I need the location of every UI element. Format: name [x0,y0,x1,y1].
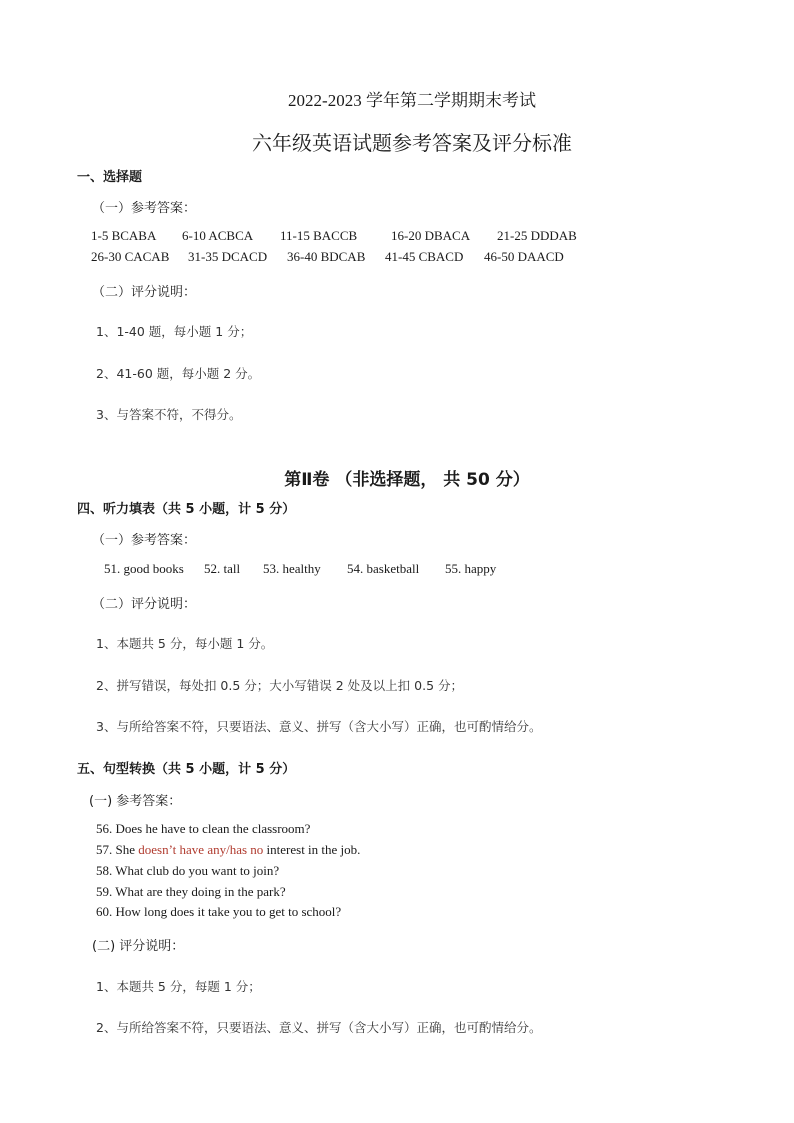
section-4-rule-1: 1、本题共 5 分，每小题 1 分。 [96,636,274,651]
section-5-rule-2: 2、与所给答案不符，只要语法、意义、拼写（含大小写）正确，也可酌情给分。 [96,1020,542,1035]
section-4-answers-label: （一）参考答案： [92,533,197,548]
answer-group: 26-30 CACAB [91,249,170,264]
answer-57-prefix: 57. She [96,842,139,857]
section-5-rule-1: 1、本题共 5 分，每题 1 分； [96,979,261,994]
answer-item: 51. good books [104,561,184,576]
section-1-rule-1: 1、1-40 题，每小题 1 分； [96,324,253,339]
answer-group: 6-10 ACBCA [182,228,254,243]
answer-60: 60. How long does it take you to get to school? [96,904,342,919]
section-1-heading: 一、选择题 [77,170,143,185]
part-2-heading: 第Ⅱ卷 （非选择题， 共 50 分） [284,470,530,490]
answer-group: 46-50 DAACD [484,249,564,264]
answer-group: 31-35 DCACD [188,249,268,264]
answer-59: 59. What are they doing in the park? [96,884,286,899]
section-4-rule-2: 2、拼写错误，每处扣 0.5 分；大小写错误 2 处及以上扣 0.5 分； [96,678,464,693]
section-5-answers-label: (一) 参考答案： [89,794,182,809]
document-title: 六年级英语试题参考答案及评分标准 [252,133,572,155]
answer-58: 58. What club do you want to join? [96,863,280,878]
answer-group: 16-20 DBACA [391,228,471,243]
answer-group: 1-5 BCABA [91,228,157,243]
section-4-heading: 四、听力填表（共 5 小题，计 5 分） [77,502,296,517]
section-4-rule-3: 3、与所给答案不符，只要语法、意义、拼写（含大小写）正确，也可酌情给分。 [96,719,542,734]
answer-group: 41-45 CBACD [385,249,464,264]
answer-57-highlight: doesn’t have any/has no [138,842,264,857]
answer-item: 52. tall [204,561,241,576]
answer-group: 21-25 DDDAB [497,228,577,243]
answer-56: 56. Does he have to clean the classroom? [96,821,311,836]
answer-group: 11-15 BACCB [280,228,358,243]
answer-item: 53. healthy [263,561,321,576]
answer-57-suffix: interest in the job. [263,842,361,857]
section-1-rule-3: 3、与答案不符，不得分。 [96,407,242,422]
answer-group: 36-40 BDCAB [287,249,366,264]
section-4-scoring-label: （二）评分说明： [92,597,197,612]
answer-57 [96,842,360,858]
section-1-scoring-label: （二）评分说明： [92,285,197,300]
answer-item: 54. basketball [347,561,420,576]
section-1-answers-label: （一）参考答案： [92,201,197,216]
answer-item: 55. happy [445,561,497,576]
exam-title: 2022-2023 学年第二学期期末考试 [288,91,536,110]
section-5-heading: 五、句型转换（共 5 小题，计 5 分） [77,762,296,777]
section-1-rule-2: 2、41-60 题，每小题 2 分。 [96,366,261,381]
section-5-scoring-label: (二) 评分说明： [92,939,185,954]
